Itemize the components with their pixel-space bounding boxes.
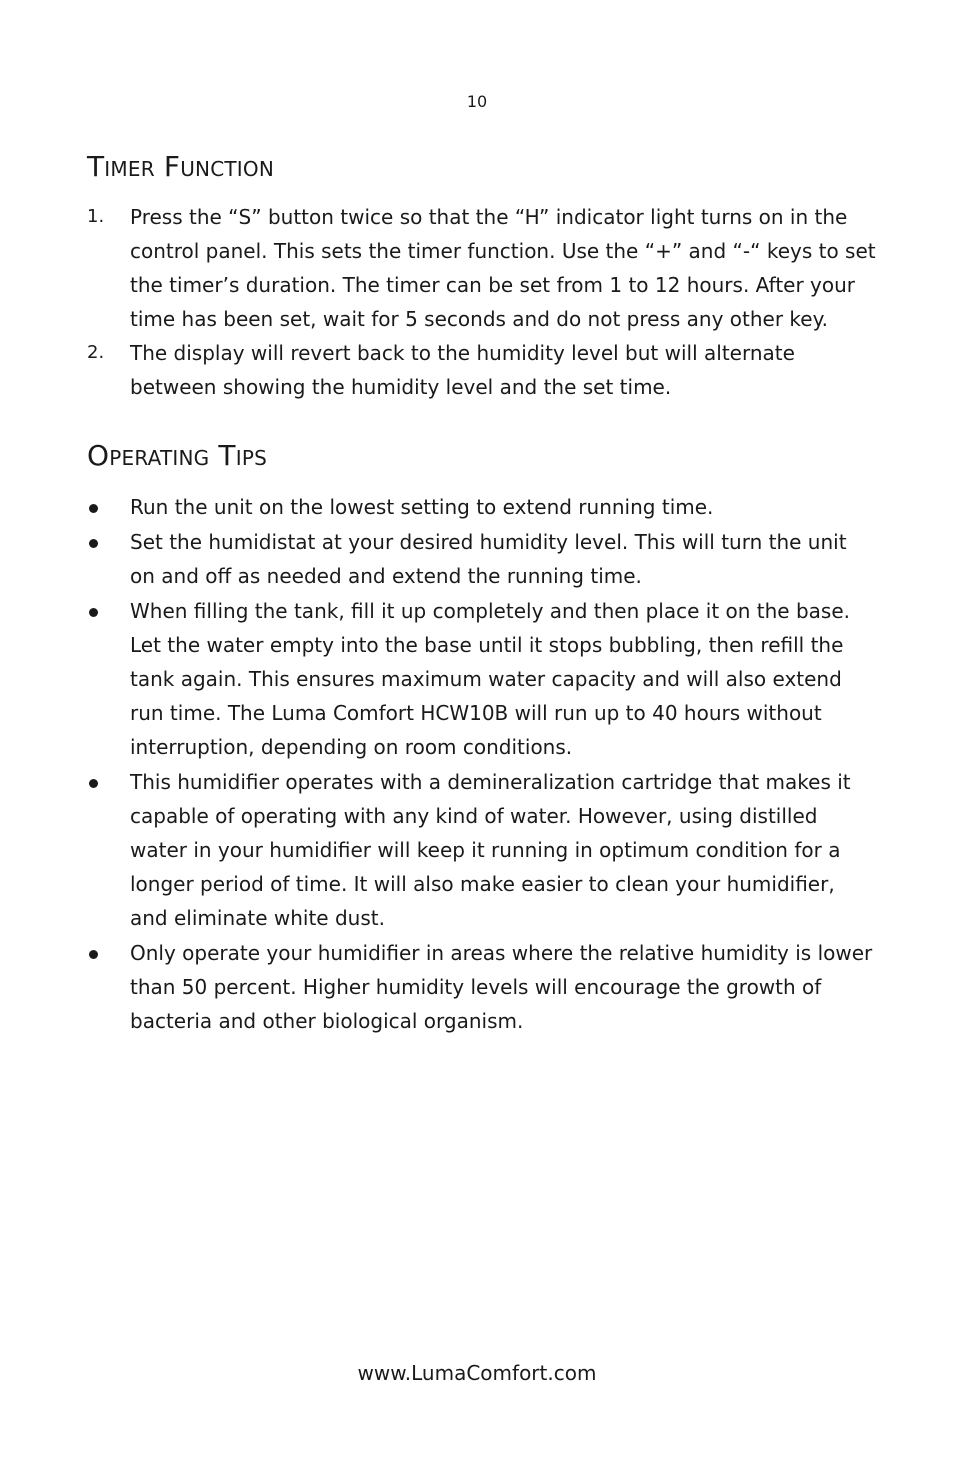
operating-tips-list <box>87 490 877 1039</box>
tip-text: Set the humidistat at your desired humidity level. This will turn the unit on and off as needed and extend the running time. <box>130 530 847 588</box>
tip-item <box>87 490 877 524</box>
tip-text: This humidifier operates with a demineralization cartridge that makes it capable of operating with any kind of water. However, using distilled water in your humidifier will keep it running in optimum condition for a longer period of time. It will also make easier to clean your humidifier, and eliminate white dust. <box>130 770 851 930</box>
timer-function-heading: Timer Function <box>87 150 274 183</box>
bullet-icon <box>89 779 98 788</box>
tip-text: Only operate your humidifier in areas where the relative humidity is lower than 50 percent. Higher humidity levels will encourage the growth of bacteria and other biological organism. <box>130 941 873 1033</box>
tip-text: When filling the tank, fill it up completely and then place it on the base. Let the water empty into the base until it stops bubbling, then refill the tank again. This ensures maximum water capacity and will also extend run time. The Luma Comfort HCW10B will run up to 40 hours without interruption, depending on room conditions. <box>130 599 850 759</box>
bullet-icon <box>89 504 98 513</box>
bullet-icon <box>89 539 98 548</box>
tip-item <box>87 936 877 1038</box>
step-text: The display will revert back to the humidity level but will alternate between showing the humidity level and the set time. <box>130 341 795 399</box>
tip-text: Run the unit on the lowest setting to extend running time. <box>130 495 714 519</box>
bullet-icon <box>89 608 98 617</box>
page-number: 10 <box>466 92 488 111</box>
footer-url: www.LumaComfort.com <box>357 1361 597 1385</box>
timer-step-1 <box>87 200 877 336</box>
timer-steps-list <box>87 200 877 404</box>
tip-item <box>87 594 877 764</box>
tip-item <box>87 765 877 935</box>
bullet-icon <box>89 950 98 959</box>
step-number: 1. <box>87 206 105 227</box>
timer-step-2 <box>87 336 877 404</box>
step-number: 2. <box>87 342 105 363</box>
tip-item <box>87 525 877 593</box>
step-text: Press the “S” button twice so that the “H” indicator light turns on in the control panel. This sets the timer function. Use the “+” and “-“ keys to set the timer’s duration. The timer can be set from 1 to 12 hours. After your time has been set, wait for 5 seconds and do not press any other key. <box>130 205 876 331</box>
operating-tips-heading: Operating Tips <box>87 439 267 472</box>
